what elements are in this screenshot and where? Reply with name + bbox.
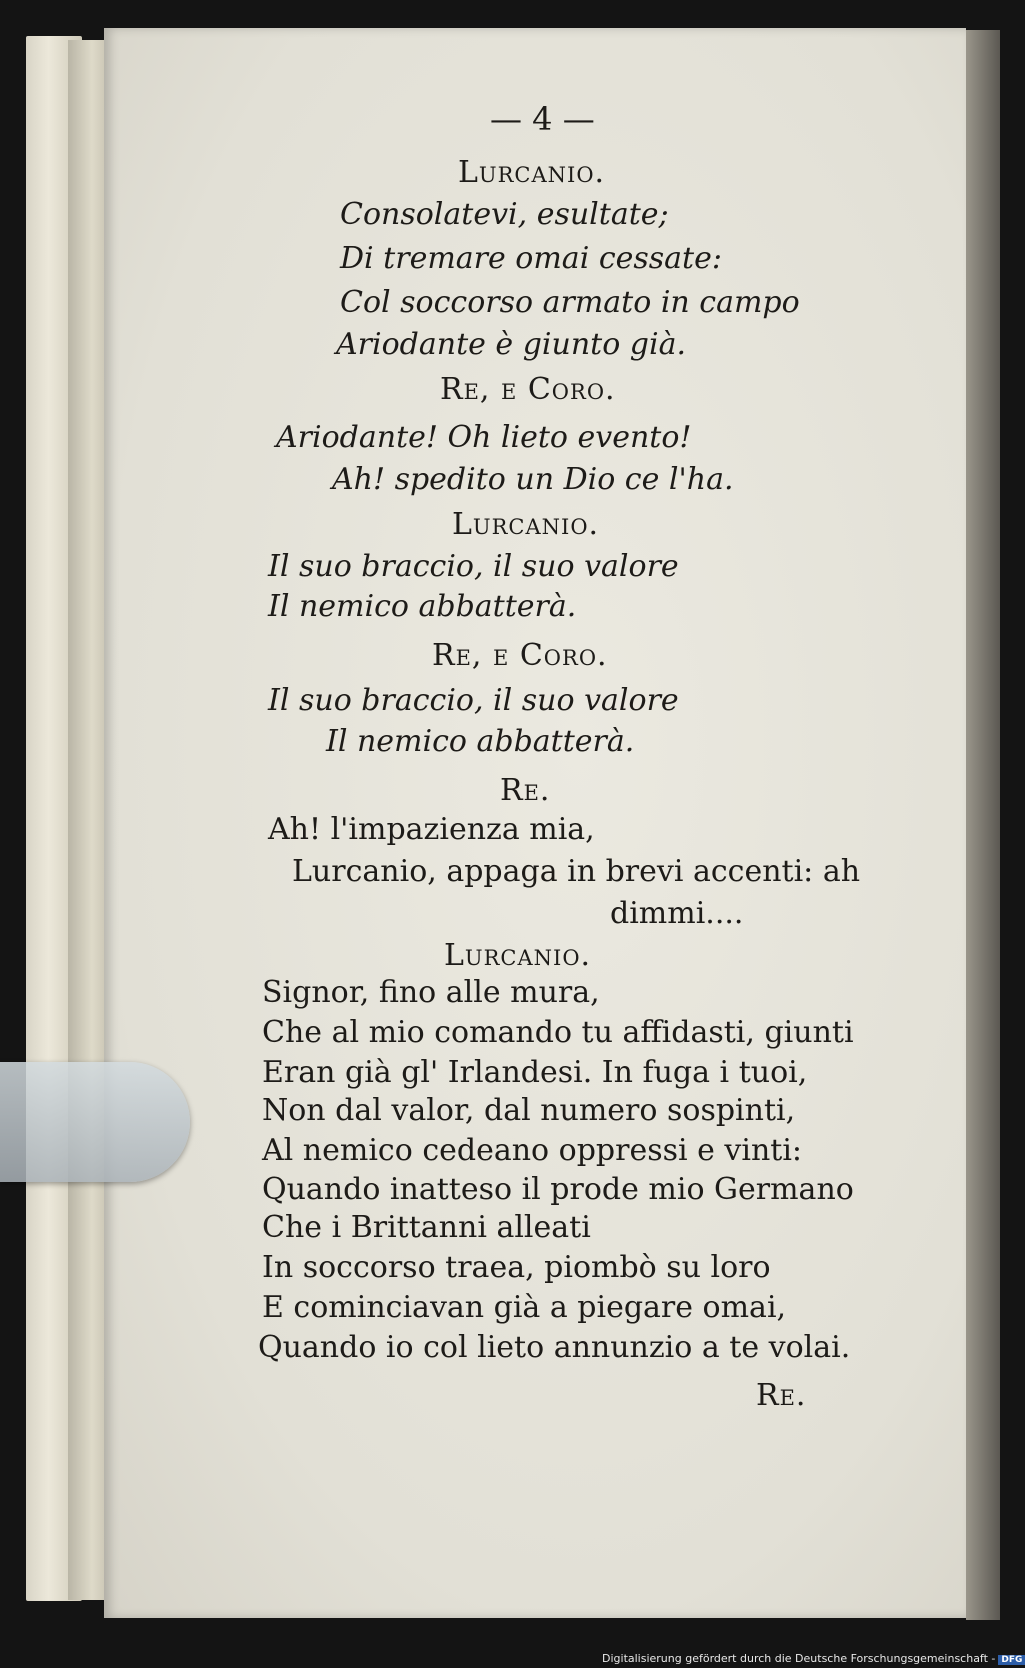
verse-line: Che al mio comando tu affidasti, giunti bbox=[262, 1015, 854, 1050]
verse-line: Quando io col lieto annunzio a te volai. bbox=[258, 1330, 851, 1365]
verse-line: Consolatevi, esultate; bbox=[340, 197, 669, 232]
verse-line: E cominciavan già a piegare omai, bbox=[262, 1290, 787, 1325]
speaker-label: Re. bbox=[500, 773, 551, 808]
verse-line: Che i Brittanni alleati bbox=[262, 1210, 591, 1245]
page-number: — 4 — bbox=[490, 100, 595, 138]
verse-line: Il nemico abbatterà. bbox=[326, 724, 635, 759]
dfg-badge: DFG bbox=[998, 1655, 1025, 1665]
verse-line: Di tremare omai cessate: bbox=[340, 241, 722, 276]
verse-line: Ariodante è giunto già. bbox=[336, 327, 687, 362]
speaker-label: Re, e Coro. bbox=[432, 638, 608, 673]
verse-line: Lurcanio, appaga in brevi accenti: ah bbox=[292, 854, 861, 889]
catchword: Re. bbox=[756, 1378, 807, 1413]
speaker-label: Lurcanio. bbox=[458, 155, 606, 190]
verse-line: In soccorso traea, piombò su loro bbox=[262, 1250, 771, 1285]
verse-line: Al nemico cedeano oppressi e vinti: bbox=[262, 1133, 803, 1168]
verse-line: Il nemico abbatterà. bbox=[268, 589, 577, 624]
verse-line: Ariodante! Oh lieto evento! bbox=[276, 420, 692, 455]
verse-line: Quando inatteso il prode mio Germano bbox=[262, 1172, 854, 1207]
credit-text: Digitalisierung gefördert durch die Deutsche Forschungsgemeinschaft - bbox=[602, 1652, 996, 1665]
verse-line: Il suo braccio, il suo valore bbox=[268, 549, 679, 584]
verse-line: Ah! l'impazienza mia, bbox=[268, 812, 595, 847]
verse-line: Non dal valor, dal numero sospinti, bbox=[262, 1093, 796, 1128]
speaker-label: Re, e Coro. bbox=[440, 372, 616, 407]
speaker-label: Lurcanio. bbox=[444, 938, 592, 973]
verse-line: Col soccorso armato in campo bbox=[340, 285, 800, 320]
speaker-label: Lurcanio. bbox=[452, 507, 600, 542]
verse-line: Il suo braccio, il suo valore bbox=[268, 683, 679, 718]
verse-line: dimmi.... bbox=[610, 896, 744, 931]
verse-line: Signor, fino alle mura, bbox=[262, 975, 600, 1010]
page-clamp bbox=[0, 1062, 190, 1182]
verse-line: Eran già gl' Irlandesi. In fuga i tuoi, bbox=[262, 1055, 808, 1090]
verse-line: Ah! spedito un Dio ce l'ha. bbox=[332, 462, 734, 497]
digitization-credit bbox=[602, 1652, 1025, 1665]
